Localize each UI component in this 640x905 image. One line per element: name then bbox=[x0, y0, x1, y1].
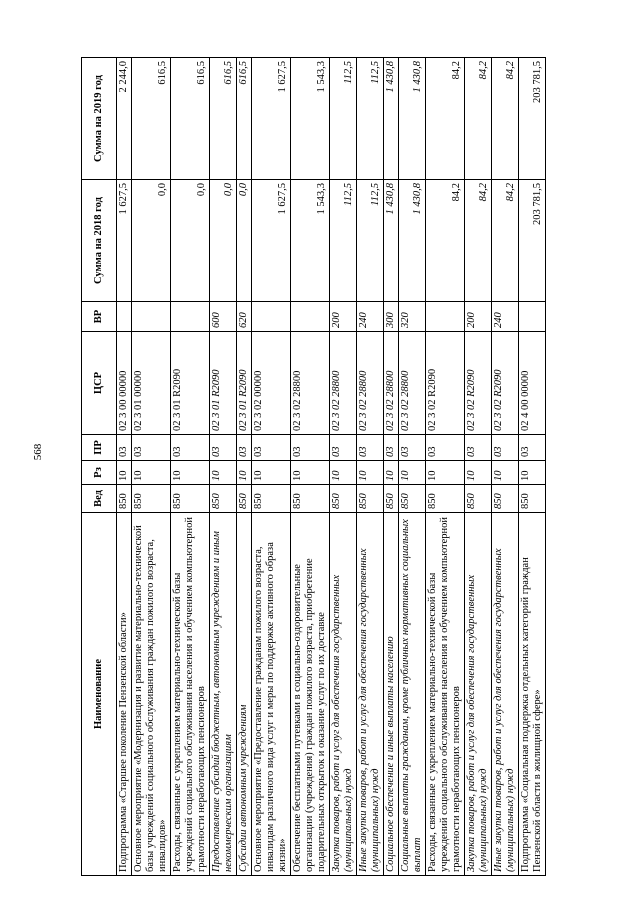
table-body bbox=[117, 58, 546, 876]
cell-sum-2018: 112,5 bbox=[330, 180, 357, 302]
cell-ved: 850 bbox=[132, 485, 171, 513]
budget-table bbox=[81, 57, 546, 876]
cell-name: Иные закупки товаров, работ и услуг для обеспечения государственных (муниципальных) нужд bbox=[357, 513, 384, 876]
cell-sum-2018: 1 430,8 bbox=[399, 180, 426, 302]
cell-rz: 10 bbox=[426, 461, 465, 485]
cell-sum-2019: 112,5 bbox=[357, 58, 384, 180]
cell-name: Подпрограмма «Социальная поддержка отдельных категорий граждан Пензенской области в жилищной сфере» bbox=[519, 513, 546, 876]
cell-sum-2018: 84,2 bbox=[465, 180, 492, 302]
table-row bbox=[117, 58, 132, 876]
header-pr: ПР bbox=[82, 435, 117, 461]
cell-name: Обеспечение бесплатными путевками в социально-оздоровительные организации (учреждения) граждан пожилого возраста, приобретение подарительных открыток и оказание услуг по их доставке bbox=[291, 513, 330, 876]
cell-pr: 03 bbox=[237, 435, 252, 461]
table-row bbox=[210, 58, 237, 876]
table-row bbox=[132, 58, 171, 876]
cell-csr: 02 3 02 28800 bbox=[384, 332, 399, 435]
cell-sum-2018: 84,2 bbox=[426, 180, 465, 302]
cell-vr bbox=[291, 302, 330, 332]
cell-sum-2018: 0,0 bbox=[171, 180, 210, 302]
cell-rz: 10 bbox=[357, 461, 384, 485]
cell-ved: 850 bbox=[492, 485, 519, 513]
cell-csr: 02 3 00 00000 bbox=[117, 332, 132, 435]
cell-pr: 03 bbox=[132, 435, 171, 461]
cell-sum-2019: 203 781,5 bbox=[519, 58, 546, 180]
cell-vr: 300 bbox=[384, 302, 399, 332]
cell-rz: 10 bbox=[132, 461, 171, 485]
cell-csr: 02 3 02 R2090 bbox=[465, 332, 492, 435]
table-row bbox=[519, 58, 546, 876]
cell-vr: 240 bbox=[492, 302, 519, 332]
cell-csr: 02 3 01 00000 bbox=[132, 332, 171, 435]
cell-pr: 03 bbox=[384, 435, 399, 461]
cell-pr: 03 bbox=[492, 435, 519, 461]
cell-sum-2019: 2 244,0 bbox=[117, 58, 132, 180]
header-rz: Рз bbox=[82, 461, 117, 485]
cell-sum-2018: 0,0 bbox=[237, 180, 252, 302]
header-csr: ЦСР bbox=[82, 332, 117, 435]
header-sum-2018: Сумма на 2018 год bbox=[82, 180, 117, 302]
cell-name: Предоставление субсидий бюджетным, автономным учреждениям и иным некоммерческим организациям bbox=[210, 513, 237, 876]
cell-sum-2019: 1 430,8 bbox=[399, 58, 426, 180]
cell-vr bbox=[426, 302, 465, 332]
cell-vr: 600 bbox=[210, 302, 237, 332]
cell-sum-2019: 616,5 bbox=[210, 58, 237, 180]
header-name: Наименование bbox=[82, 513, 117, 876]
cell-ved: 850 bbox=[426, 485, 465, 513]
cell-ved: 850 bbox=[117, 485, 132, 513]
header-vr: ВР bbox=[82, 302, 117, 332]
page-number: 568 bbox=[32, 443, 44, 461]
table-row bbox=[465, 58, 492, 876]
table-row bbox=[492, 58, 519, 876]
cell-vr: 620 bbox=[237, 302, 252, 332]
cell-rz: 10 bbox=[291, 461, 330, 485]
cell-name: Основное мероприятие «Модернизация и развитие материально-технической базы учреждений социального обслуживания граждан пожилого возраста, инвалидов» bbox=[132, 513, 171, 876]
cell-csr: 02 3 02 28800 bbox=[291, 332, 330, 435]
cell-rz: 10 bbox=[399, 461, 426, 485]
cell-vr bbox=[252, 302, 291, 332]
cell-name: Расходы, связанные с укреплением материально-технической базы учреждений социального обслуживания населения и обучением компьютерной грамотности неработающих пенсионеров bbox=[171, 513, 210, 876]
table-row bbox=[426, 58, 465, 876]
table-row bbox=[291, 58, 330, 876]
cell-sum-2019: 616,5 bbox=[237, 58, 252, 180]
cell-sum-2018: 0,0 bbox=[132, 180, 171, 302]
header-sum-2019: Сумма на 2019 год bbox=[82, 58, 117, 180]
cell-rz: 10 bbox=[117, 461, 132, 485]
cell-name: Субсидии автономным учреждениям bbox=[237, 513, 252, 876]
cell-pr: 03 bbox=[465, 435, 492, 461]
cell-rz: 10 bbox=[237, 461, 252, 485]
cell-ved: 850 bbox=[384, 485, 399, 513]
cell-name: Подпрограмма «Старшее поколение Пензенской области» bbox=[117, 513, 132, 876]
cell-csr: 02 3 01 R2090 bbox=[237, 332, 252, 435]
cell-vr bbox=[132, 302, 171, 332]
cell-pr: 03 bbox=[357, 435, 384, 461]
cell-ved: 850 bbox=[399, 485, 426, 513]
cell-pr: 03 bbox=[171, 435, 210, 461]
cell-sum-2018: 0,0 bbox=[210, 180, 237, 302]
cell-vr bbox=[117, 302, 132, 332]
cell-vr bbox=[171, 302, 210, 332]
table-row bbox=[384, 58, 399, 876]
cell-ved: 850 bbox=[237, 485, 252, 513]
cell-vr bbox=[519, 302, 546, 332]
table-row bbox=[357, 58, 384, 876]
cell-vr: 200 bbox=[465, 302, 492, 332]
cell-rz: 10 bbox=[492, 461, 519, 485]
cell-csr: 02 3 02 28800 bbox=[357, 332, 384, 435]
cell-rz: 10 bbox=[252, 461, 291, 485]
cell-rz: 10 bbox=[465, 461, 492, 485]
cell-ved: 850 bbox=[519, 485, 546, 513]
cell-name: Закупка товаров, работ и услуг для обеспечения государственных (муниципальных) нужд bbox=[465, 513, 492, 876]
cell-sum-2018: 84,2 bbox=[492, 180, 519, 302]
cell-ved: 850 bbox=[210, 485, 237, 513]
cell-csr: 02 4 00 00000 bbox=[519, 332, 546, 435]
cell-pr: 03 bbox=[252, 435, 291, 461]
cell-sum-2018: 112,5 bbox=[357, 180, 384, 302]
cell-pr: 03 bbox=[399, 435, 426, 461]
cell-name: Расходы, связанные с укреплением материально-технической базы учреждений социального обслуживания населения и обучением компьютерной грамотности неработающих пенсионеров bbox=[426, 513, 465, 876]
cell-sum-2019: 84,2 bbox=[465, 58, 492, 180]
cell-sum-2018: 1 430,8 bbox=[384, 180, 399, 302]
cell-rz: 10 bbox=[519, 461, 546, 485]
cell-csr: 02 3 02 28800 bbox=[399, 332, 426, 435]
header-ved: Вед bbox=[82, 485, 117, 513]
cell-name: Социальное обеспечение и иные выплаты населению bbox=[384, 513, 399, 876]
cell-rz: 10 bbox=[171, 461, 210, 485]
cell-pr: 03 bbox=[210, 435, 237, 461]
cell-ved: 850 bbox=[465, 485, 492, 513]
cell-pr: 03 bbox=[426, 435, 465, 461]
rotated-page-content bbox=[81, 58, 617, 876]
table-header-row bbox=[82, 58, 117, 876]
cell-rz: 10 bbox=[330, 461, 357, 485]
cell-sum-2019: 1 627,5 bbox=[252, 58, 291, 180]
table-row bbox=[237, 58, 252, 876]
cell-csr: 02 3 02 00000 bbox=[252, 332, 291, 435]
cell-sum-2018: 203 781,5 bbox=[519, 180, 546, 302]
cell-name: Иные закупки товаров, работ и услуг для обеспечения государственных (муниципальных) нужд bbox=[492, 513, 519, 876]
cell-pr: 03 bbox=[519, 435, 546, 461]
cell-name: Социальные выплаты гражданам, кроме публичных нормативных социальных выплат bbox=[399, 513, 426, 876]
cell-vr: 320 bbox=[399, 302, 426, 332]
cell-ved: 850 bbox=[171, 485, 210, 513]
cell-pr: 03 bbox=[291, 435, 330, 461]
cell-sum-2019: 616,5 bbox=[132, 58, 171, 180]
table-row bbox=[399, 58, 426, 876]
cell-csr: 02 3 02 28800 bbox=[330, 332, 357, 435]
cell-ved: 850 bbox=[252, 485, 291, 513]
cell-csr: 02 3 01 R2090 bbox=[210, 332, 237, 435]
cell-vr: 200 bbox=[330, 302, 357, 332]
table-row bbox=[252, 58, 291, 876]
cell-sum-2019: 1 543,3 bbox=[291, 58, 330, 180]
cell-vr: 240 bbox=[357, 302, 384, 332]
cell-sum-2019: 84,2 bbox=[426, 58, 465, 180]
cell-sum-2018: 1 543,3 bbox=[291, 180, 330, 302]
cell-sum-2019: 1 430,8 bbox=[384, 58, 399, 180]
cell-sum-2019: 112,5 bbox=[330, 58, 357, 180]
cell-ved: 850 bbox=[357, 485, 384, 513]
cell-csr: 02 3 02 R2090 bbox=[426, 332, 465, 435]
cell-name: Закупка товаров, работ и услуг для обеспечения государственных (муниципальных) нужд bbox=[330, 513, 357, 876]
cell-sum-2019: 84,2 bbox=[492, 58, 519, 180]
cell-rz: 10 bbox=[384, 461, 399, 485]
cell-ved: 850 bbox=[330, 485, 357, 513]
cell-csr: 02 3 01 R2090 bbox=[171, 332, 210, 435]
table-row bbox=[171, 58, 210, 876]
cell-csr: 02 3 02 R2090 bbox=[492, 332, 519, 435]
cell-ved: 850 bbox=[291, 485, 330, 513]
table-row bbox=[330, 58, 357, 876]
cell-sum-2018: 1 627,5 bbox=[252, 180, 291, 302]
cell-sum-2019: 616,5 bbox=[171, 58, 210, 180]
cell-pr: 03 bbox=[117, 435, 132, 461]
cell-name: Основное мероприятие «Предоставление гражданам пожилого возраста, инвалидам различного вида услуг и меры по поддержке активного образа жизни» bbox=[252, 513, 291, 876]
cell-sum-2018: 1 627,5 bbox=[117, 180, 132, 302]
cell-pr: 03 bbox=[330, 435, 357, 461]
cell-rz: 10 bbox=[210, 461, 237, 485]
